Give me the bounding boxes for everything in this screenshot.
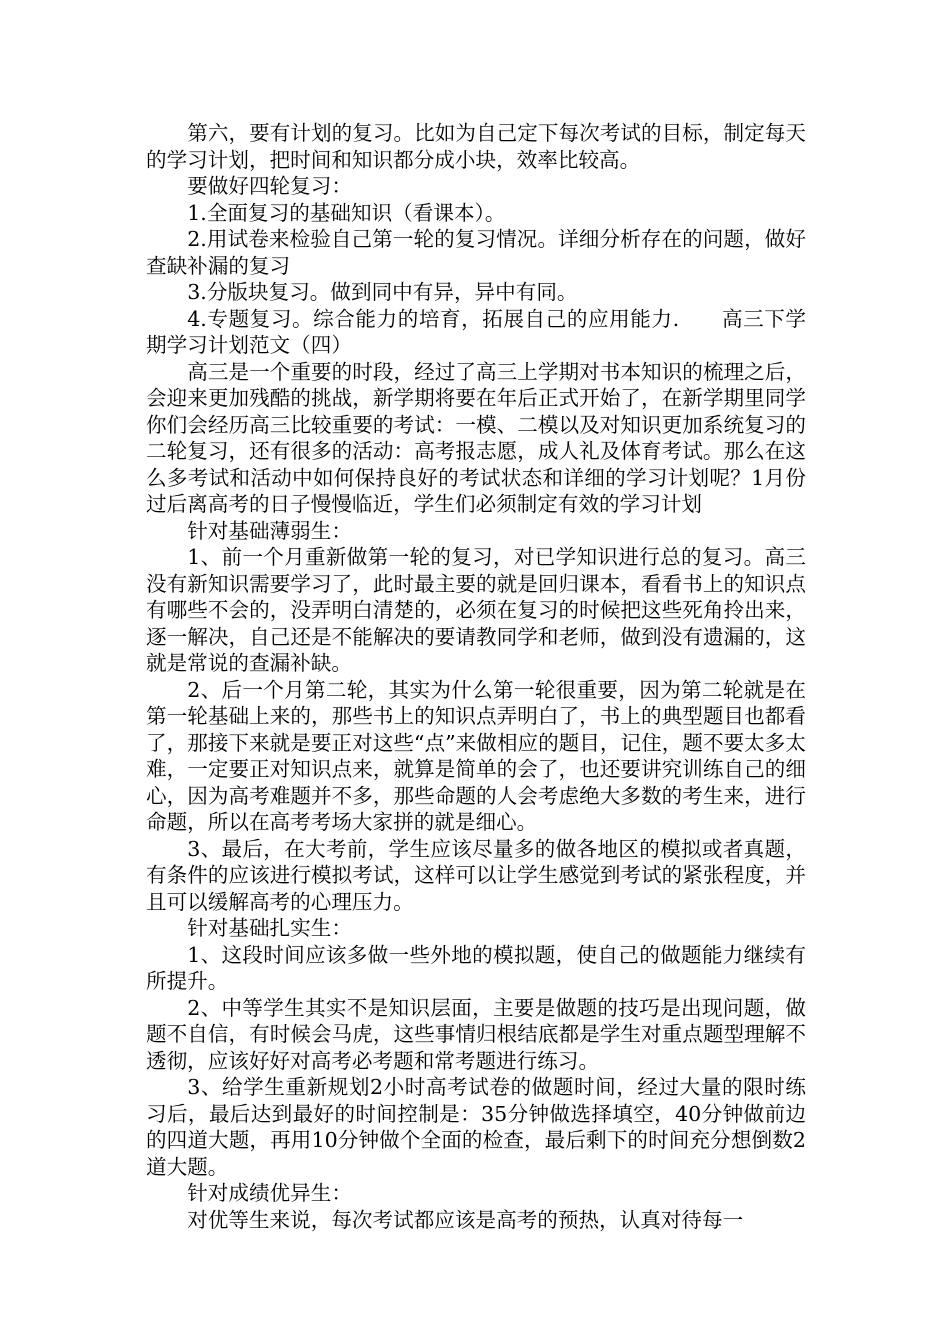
list-item-round-3: 3.分版块复习。做到同中有异，异中有同。	[187, 280, 578, 304]
section-heading-weak-students: 针对基础薄弱生：	[187, 518, 352, 543]
section-heading-solid-students: 针对基础扎实生：	[187, 916, 352, 940]
paragraph-senior-intro: 高三是一个重要的时段，经过了高三上学期对书本知识的梳理之后，会迎来更加残酷的挑战，新学期将要在年后正式开始了，在新学期里同学你们会经历高三比较重要的考试：一模、二模以及对知识更加系统复习的二轮复习，还有很多的活动：高考报志愿，成人礼及体育考试。那么在这么多考试和活动中如何保持良好的考试状态和详细的学习计划呢？1月份过后离高考的日子慢慢临近，学生们必须制定有效的学习计划	[146, 359, 806, 516]
paragraph-top-1: 对优等生来说，每次考试都应该是高考的预热，认真对待每一	[187, 1207, 744, 1232]
paragraph-four-rounds-heading: 要做好四轮复习：	[187, 174, 352, 198]
document-body	[146, 120, 806, 1233]
list-item-round-2: 2.用试卷来检验自己第一轮的复习情况。详细分析存在的问题，做好查缺补漏的复习	[146, 227, 806, 278]
paragraph-review-plan: 第六，要有计划的复习。比如为自己定下每次考试的目标，制定每天的学习计划，把时间和知识都分成小块，效率比较高。	[146, 121, 806, 172]
paragraph-solid-2: 2、中等学生其实不是知识层面，主要是做题的技巧是出现问题，做题不自信，有时候会马虎，这些事情归根结底都是学生对重点题型理解不透彻，应该好好对高考必考题和常考题进行练习。	[146, 995, 806, 1073]
paragraph-weak-3: 3、最后，在大考前，学生应该尽量多的做各地区的模拟或者真题，有条件的应该进行模拟考试，这样可以让学生感觉到考试的紧张程度，并且可以缓解高考的心理压力。	[146, 836, 806, 914]
list-item-round-1: 1.全面复习的基础知识（看课本）。	[187, 200, 506, 225]
paragraph-solid-3: 3、给学生重新规划2小时高考试卷的做题时间，经过大量的限时练习后，最后达到最好的时间控制是：35分钟做选择填空，40分钟做前边的四道大题，再用10分钟做个全面的检查，最后剩下的时间充分想倒数2道大题。	[146, 1075, 806, 1179]
section-heading-top-students: 针对成绩优异生：	[187, 1181, 352, 1205]
paragraph-weak-2: 2、后一个月第二轮，其实为什么第一轮很重要，因为第二轮就是在第一轮基础上来的，那些书上的知识点弄明白了，书上的典型题目也都看了，那接下来就是要正对这些“点”来做相应的题目，记住，题不要太多太难，一定要正对知识点来，就算是简单的会了，也还要讲究训练自己的细心，因为高考难题并不多，那些命题的人会考虑绝大多数的考生来，进行命题，所以在高考考场大家拼的就是细心。	[146, 677, 806, 834]
paragraph-weak-1: 1、前一个月重新做第一轮的复习，对已学知识进行总的复习。高三没有新知识需要学习了，此时最主要的就是回归课本，看看书上的知识点有哪些不会的，没弄明白清楚的，必须在复习的时候把这些死角拎出来，逐一解决，自己还是不能解决的要请教同学和老师，做到没有遗漏的，这就是常说的查漏补缺。	[146, 545, 806, 675]
paragraph-solid-1: 1、这段时间应该多做一些外地的模拟题，使自己的做题能力继续有所提升。	[146, 942, 806, 993]
list-item-round-4: 4.专题复习。综合能力的培育，拓展自己的应用能力. 高三下学期学习计划范文（四）	[146, 306, 806, 357]
